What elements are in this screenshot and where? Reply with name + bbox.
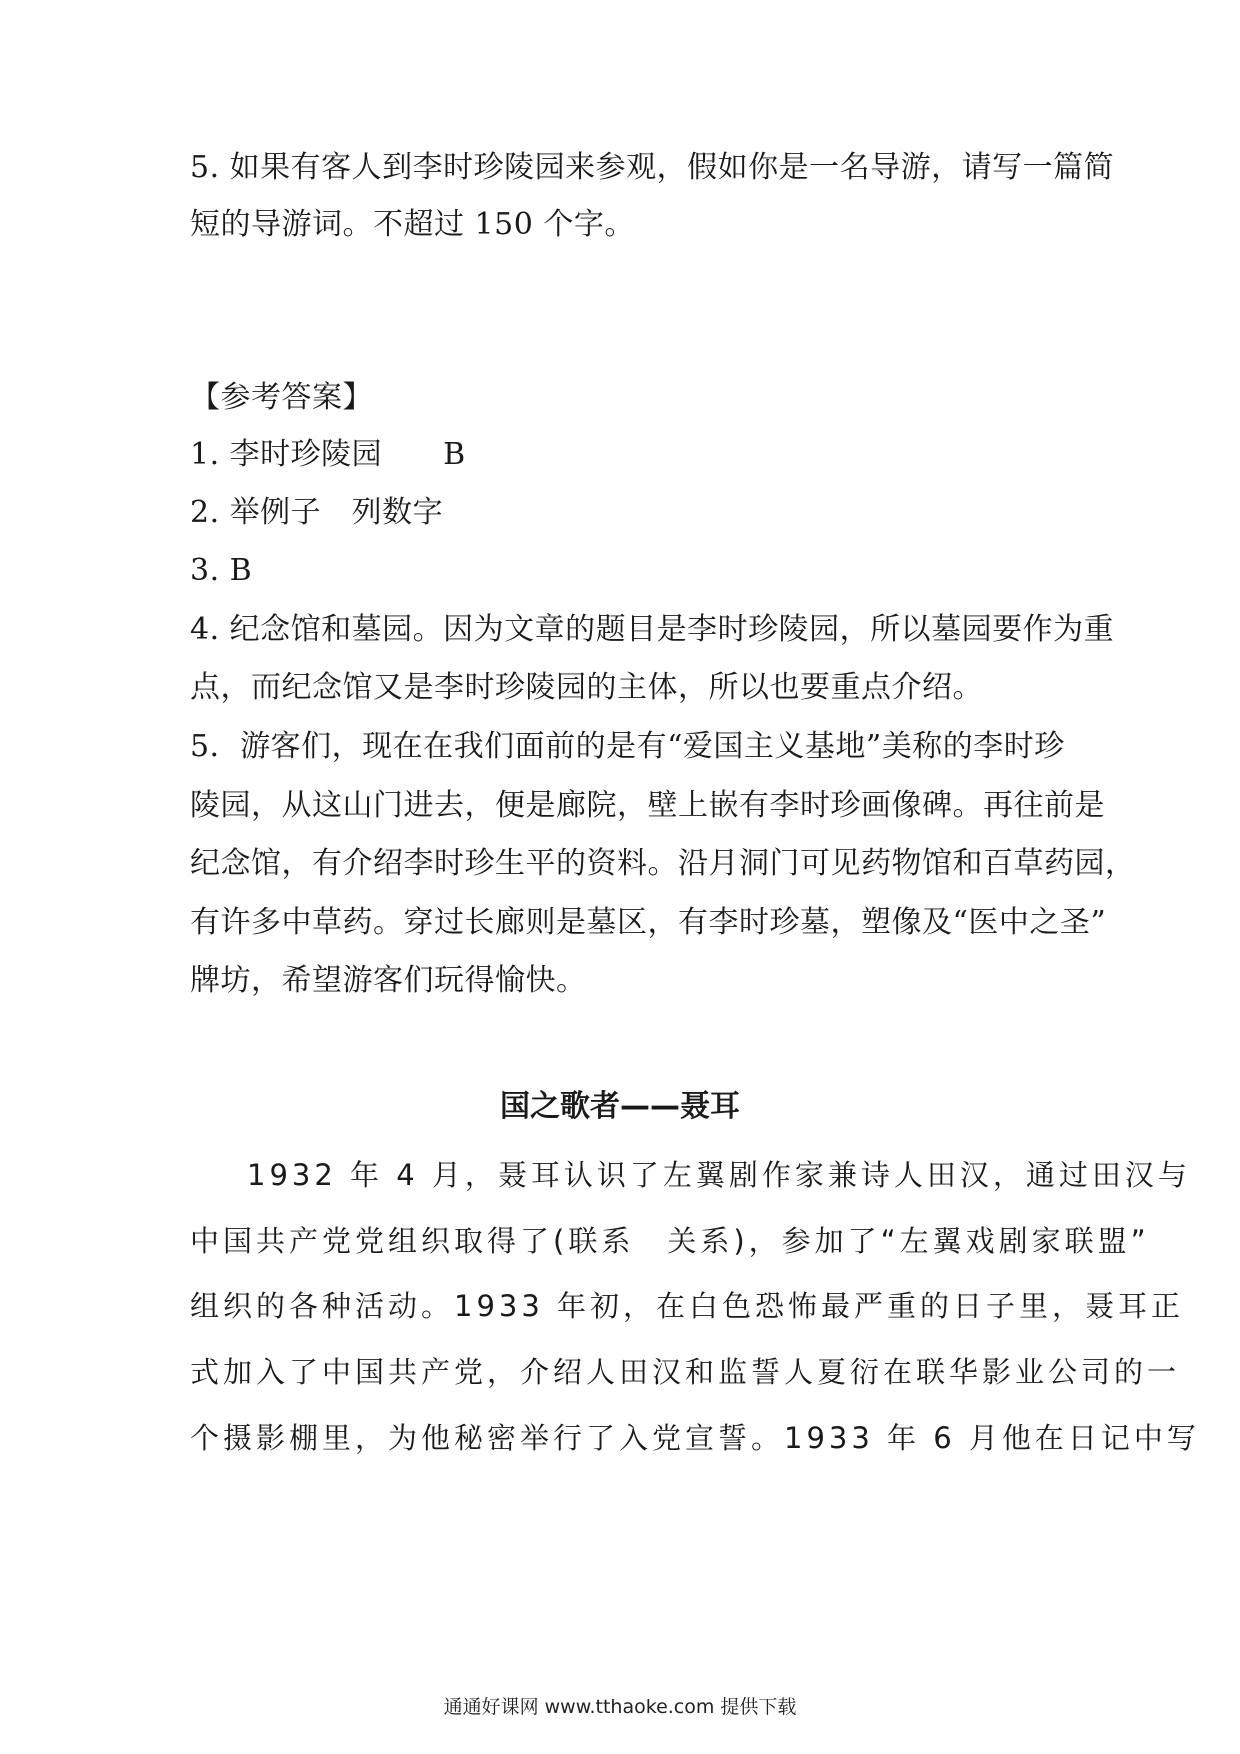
answer-5-line-2: 陵园，从这山门进去，便是廊院，壁上嵌有李时珍画像碑。再往前是 [190,788,1105,823]
question-5-line-1: 5. 如果有客人到李时珍陵园来参观，假如你是一名导游，请写一篇简 [190,150,1115,185]
article-line-3: 组织的各种活动。1933 年初，在白色恐怖最严重的日子里，聂耳正 [190,1289,1185,1323]
answer-5-line-5: 牌坊，希望游客们玩得愉快。 [190,963,587,998]
answer-4-line-1: 4. 纪念馆和墓园。因为文章的题目是李时珍陵园，所以墓园要作为重 [190,612,1115,647]
answer-5-line-3: 纪念馆，有介绍李时珍生平的资料。沿月洞门可见药物馆和百草药园， [190,846,1136,881]
question-5-line-2: 短的导游词。不超过 150 个字。 [190,207,635,242]
answer-5-line-4: 有许多中草药。穿过长廊则是墓区，有李时珍墓，塑像及“医中之圣” [190,905,1107,940]
answer-3: 3. B [190,553,253,588]
answer-1: 1. 李时珍陵园 B [190,437,466,472]
article-title: 国之歌者——聂耳 [500,1089,740,1124]
answer-5-line-1: 5．游客们，现在在我们面前的是有“爱国主义基地”美称的李时珍 [190,729,1065,764]
answer-2: 2. 举例子 列数字 [190,495,444,530]
article-line-4: 式加入了中国共产党，介绍人田汉和监誓人夏衍在联华影业公司的一 [190,1355,1181,1389]
answers-heading: 【参考答案】 [190,380,373,415]
article-line-1: 1932 年 4 月，聂耳认识了左翼剧作家兼诗人田汉，通过田汉与 [247,1158,1191,1192]
download-footer: 通通好课网 www.tthaoke.com 提供下载 [443,1696,797,1718]
article-line-2: 中国共产党党组织取得了(联系 关系)，参加了“左翼戏剧家联盟” [190,1224,1150,1258]
answer-4-line-2: 点，而纪念馆又是李时珍陵园的主体，所以也要重点介绍。 [190,670,983,705]
article-line-5: 个摄影棚里，为他秘密举行了入党宣誓。1933 年 6 月他在日记中写 [190,1421,1200,1455]
